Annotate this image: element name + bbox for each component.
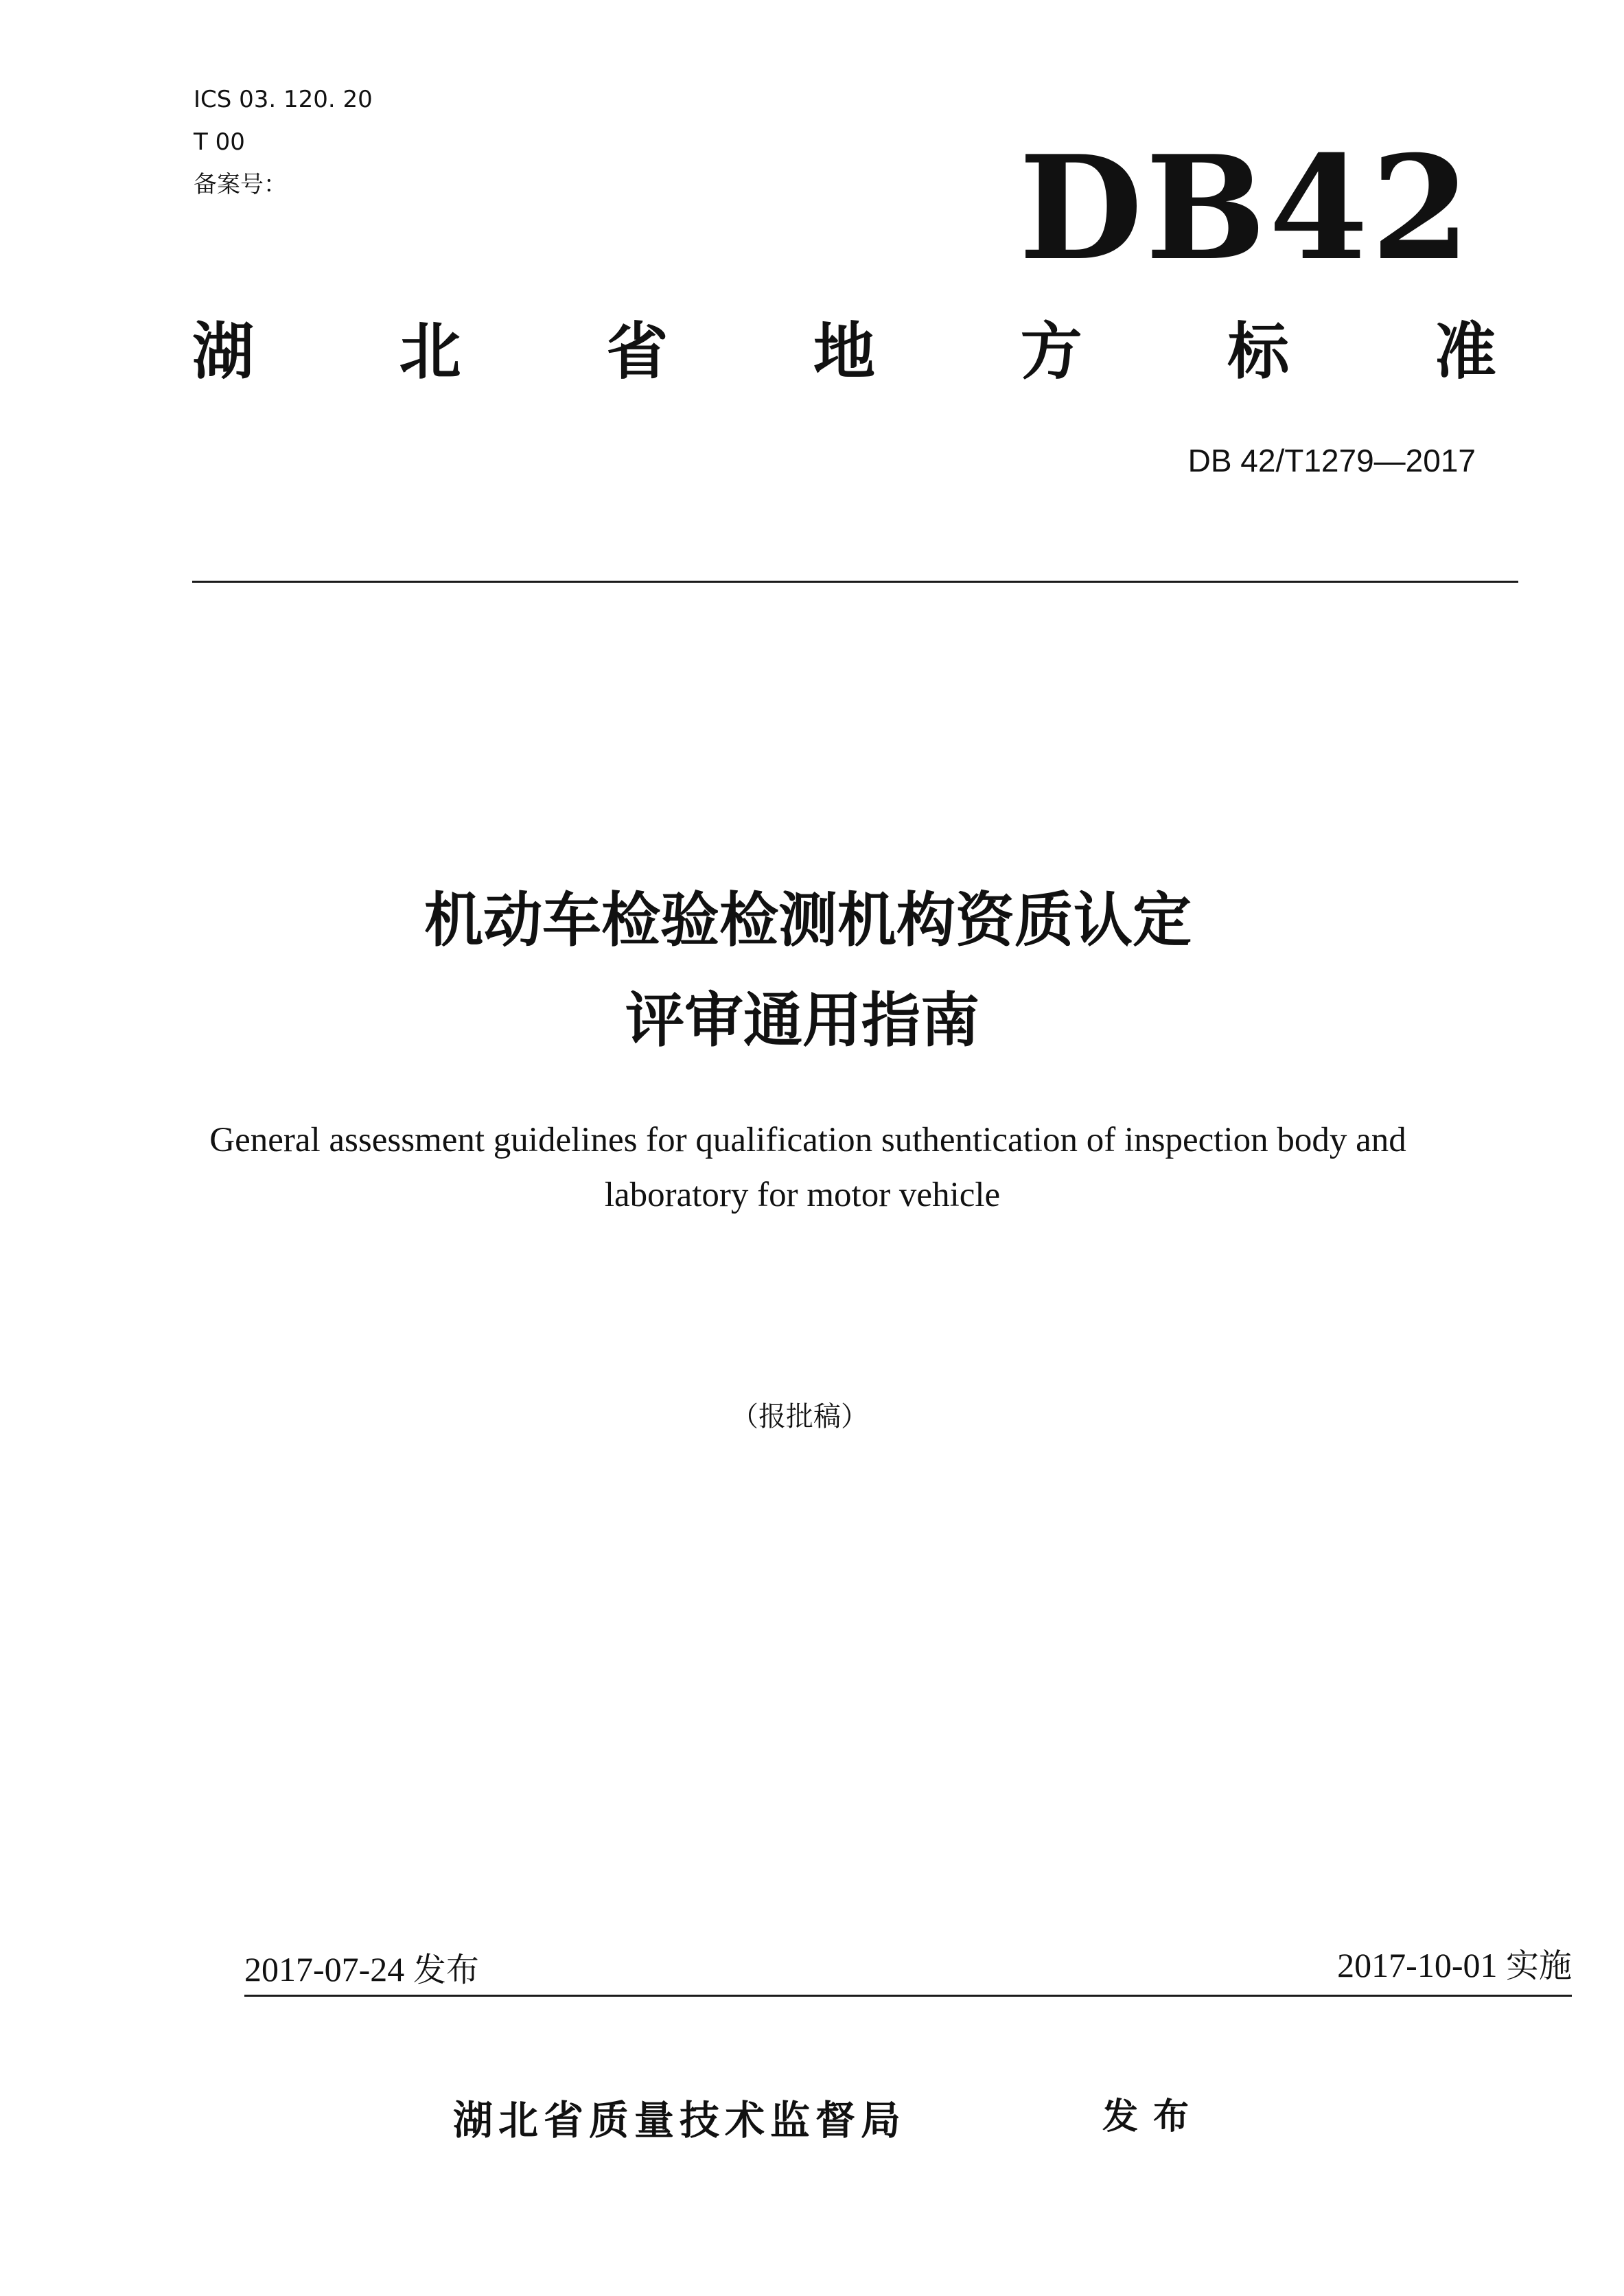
publish-date-line bbox=[244, 1950, 479, 1989]
issuing-action: 发布 bbox=[1102, 2096, 1205, 2137]
title-zh-line-2: 评审通用指南 bbox=[625, 986, 979, 1055]
standard-type-char: 省 bbox=[606, 316, 669, 388]
classification-code: T 00 bbox=[194, 128, 245, 156]
ics-code: ICS 03. 120. 20 bbox=[194, 86, 373, 113]
draft-status: （报批稿） bbox=[731, 1401, 868, 1433]
standard-number: DB 42/T1279—2017 bbox=[1187, 443, 1476, 478]
standard-type-char: 湖 bbox=[192, 316, 254, 388]
footer-divider bbox=[244, 1995, 1572, 1997]
standard-type-char: 方 bbox=[1020, 316, 1082, 388]
title-en-line-1: General assessment guidelines for qualification suthentication of inspection body and bbox=[209, 1121, 1406, 1159]
filing-number-label: 备案号： bbox=[194, 171, 287, 198]
implement-date: 2017-10-01 bbox=[1337, 1946, 1498, 1984]
standard-type-char: 地 bbox=[813, 316, 875, 388]
title-en-line-2: laboratory for motor vehicle bbox=[604, 1176, 1001, 1214]
standard-type-char: 标 bbox=[1227, 316, 1290, 388]
issuing-authority: 湖北省质量技术监督局 bbox=[453, 2097, 907, 2144]
standard-type-heading bbox=[192, 316, 1496, 388]
standard-type-char: 准 bbox=[1434, 316, 1496, 388]
publish-label: 发布 bbox=[413, 1951, 479, 1989]
title-zh-line-1: 机动车检验检测机构资质认定 bbox=[424, 886, 1192, 955]
db-code-logo: DB42 bbox=[1019, 125, 1473, 292]
implement-label: 实施 bbox=[1505, 1947, 1572, 1985]
implement-date-line bbox=[1337, 1946, 1572, 1985]
publish-date: 2017-07-24 bbox=[244, 1950, 405, 1988]
standard-type-char: 北 bbox=[399, 316, 461, 388]
header-divider bbox=[192, 581, 1518, 583]
